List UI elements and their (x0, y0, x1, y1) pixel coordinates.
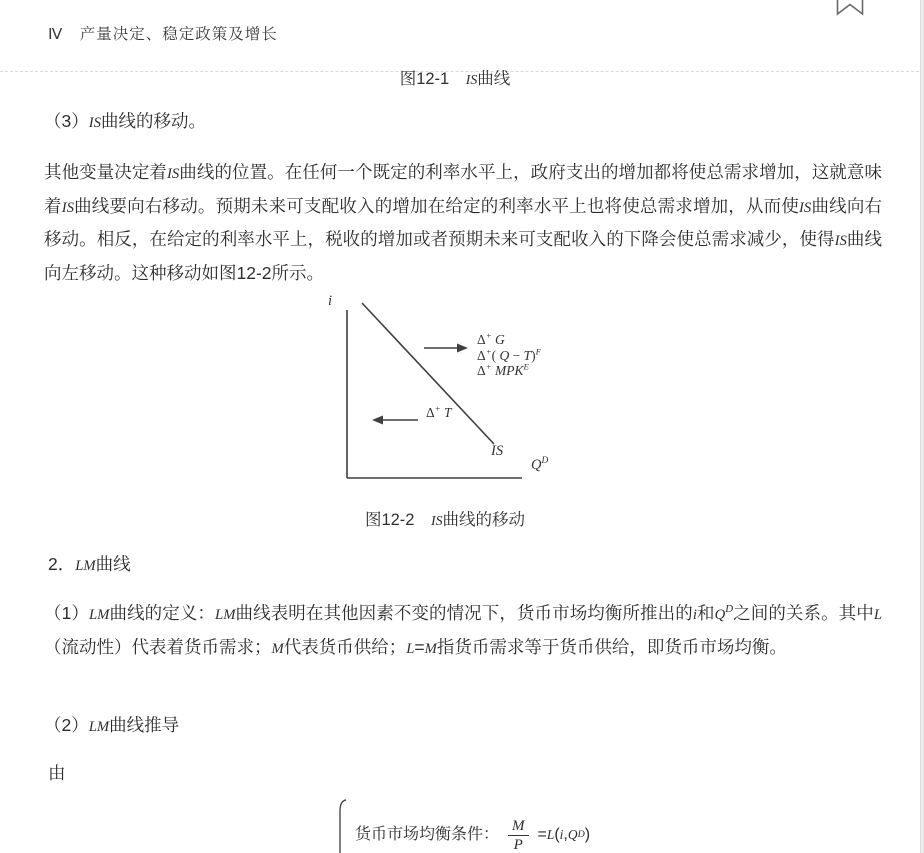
x-axis-label: $Q^D$ (531, 456, 549, 473)
figure-12-2-diagram (300, 293, 640, 489)
chapter-header: Ⅳ 产量决定、稳定政策及增长 (48, 26, 278, 43)
section-3-heading: （3）IS曲线的移动。 (44, 111, 206, 131)
lm-derivation-heading: （2）LM曲线推导 (44, 715, 180, 735)
right-shift-row-g: Δ+ G (477, 330, 505, 347)
is-shift-paragraph: 其他变量决定着IS曲线的位置。在任何一个既定的利率水平上，政府支出的增加都将使总需求增加，这就意味着IS曲线要向右移动。预期未来可支配收入的增加在给定的利率水平上也将使总需求增加，从而使IS曲线向右移动。相反，在给定的利率水平上，税收的增加或者预期未来可支配收入的下降会使总需求减少，使得IS曲线向左移动。这种移动如图12-2所示。 (44, 162, 883, 283)
is-curve-plot (300, 293, 640, 489)
bookmark-icon[interactable] (836, 0, 864, 21)
right-shift-row-qtf: Δ+( Q − T)$^F$ (477, 346, 541, 363)
lm-section-heading: 2．LM曲线 (48, 554, 131, 574)
formula-label: 货币市场均衡条件： (355, 825, 500, 843)
m-over-p-fraction (508, 812, 529, 853)
is-curve-label: IS (491, 443, 504, 459)
figure-12-2-caption: 图12-2 IS曲线的移动 (364, 511, 526, 529)
y-axis-label: i (328, 293, 333, 309)
fraction-numerator: M (508, 818, 529, 836)
formula-rhs: = L ( i , Q D ) (537, 826, 591, 843)
figure-12-1-caption: 图12-1 IS曲线 (399, 70, 511, 88)
left-shift-factor-label: Δ+ T (426, 403, 452, 420)
right-shift-row-mpk: Δ+ $MPK^E$ (477, 361, 529, 378)
you-label: 由 (48, 763, 66, 783)
right-shift-factor-labels (477, 332, 541, 379)
page-edge-strip (920, 0, 924, 853)
fraction-denominator: P (513, 836, 523, 853)
money-market-equilibrium-formula (333, 797, 590, 853)
left-brace-icon (333, 797, 349, 853)
lm-definition-paragraph: （1）LM曲线的定义：LM曲线表明在其他因素不变的情况下，货币市场均衡所推出的i和$Q^D$之间的关系。其中L（流动性）代表着货币需求；M代表货币供给；L=M指货币需求等于货币供给，即货币市场均衡。 (44, 603, 883, 657)
